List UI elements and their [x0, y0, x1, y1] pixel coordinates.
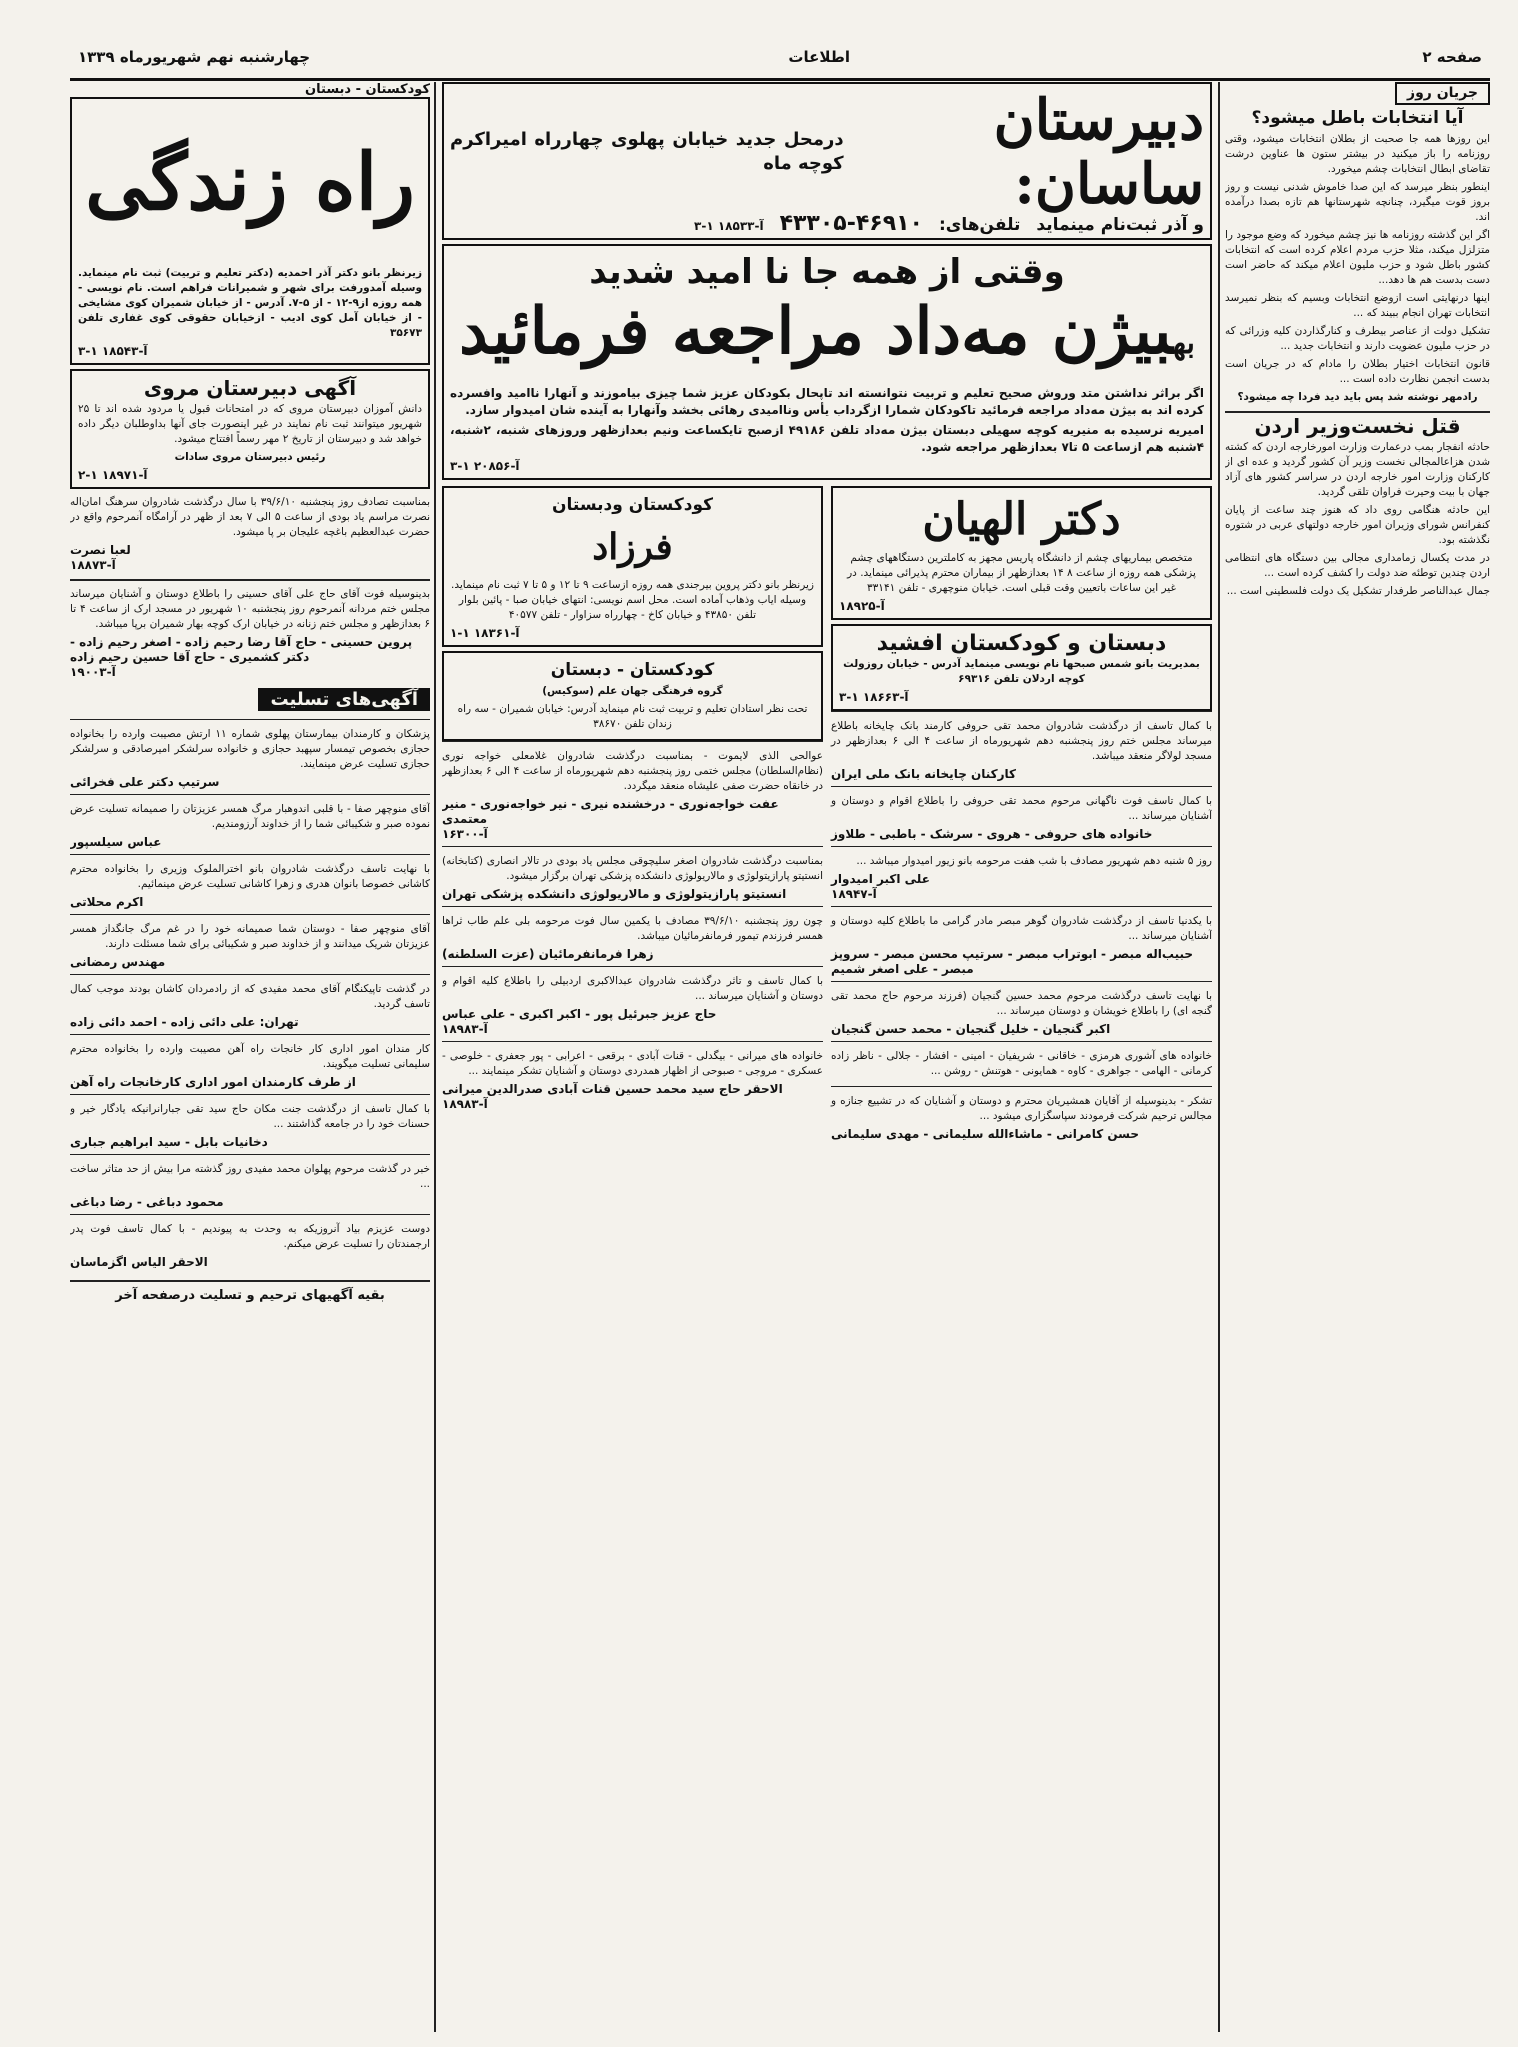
notice-signature: علی اکبر امیدوار	[831, 872, 930, 886]
ad-ref: آ-۱۸۹۲۵	[839, 599, 885, 613]
sasan-ad	[442, 82, 1212, 240]
afshid-body: بمدیریت بانو شمس صبحها نام نویسی مینماید آدرس - خیابان روزولت کوچه اردلان تلفن ۶۹۳۱۶	[843, 658, 1200, 685]
ad-ref: آ-۲۰۸۵۶ ۱-۳	[450, 459, 520, 473]
obituary-notice: چون روز پنجشنبه ۳۹/۶/۱۰ مصادف با یکمین سال فوت مرحومه بلی علم طاب ثراها همسر فرزندم تیمور فرمانفرمائیان میباشد. زهرا فرمانفرمائیان (عزت السلطنه)	[442, 906, 823, 966]
ad-ref: آ-۱۸۶۶۳ ۱-۳	[839, 690, 909, 704]
elhian-body: متخصص بیماریهای چشم از دانشگاه پاریس مجهز به کاملترین دستگاههای چشم پزشکی همه روزه از ساعت ۸ ۱۴ بعدازظهر از بیماران محترم پذیرائی مینماید. در غیر این ساعات باتعیین وقت قبلی است. خیابان منوچهری - تلفن ۳۳۱۴۱	[847, 552, 1196, 594]
news-paragraph: جمال عبدالناصر طرفدار تشکیل یک دولت فلسطینی است ...	[1226, 585, 1490, 597]
obituary-notice: خانواده های میرانی - بیگدلی - قنات آبادی - برقعی - اعرابی - پور جعفری - خلوصی - عسکری - مروجی - صبوحی از اظهار همدردی دوستان و آشنایان تشکر مینمایند ... الاحقر حاج سید محمد حسین قنات آبادی صدرالدین میرانی آ-۱۸۹۸۳	[442, 1041, 823, 1116]
headline-body: اگر براثر نداشتن متد وروش صحیح تعلیم و تربیت نتوانسته اند تاپحال بکودکان عزیز شما چیزی بیاموزند و آنهارا ناامید وافسرده کرده اند به بیژن مه‌داد مراجعه فرمائید تاکودکان شمارا ازگرداب یأس وناامیدی رهائی بخشد وآنهارا به آینده شان امیدوار سازد.	[450, 386, 1204, 417]
headline-1: وقتی از همه جا نا امید شدید	[589, 252, 1065, 292]
obituary-notice: با کمال تاسف از درگذشت شادروان محمد تقی حروفی کارمند بانک چایخانه باطلاع میرساند مجلس ختم روز پنجشنبه دهم شهریورماه از ساعت ۴ الی ۶ بعدازظهر در مسجد لولاگر منعقد میباشد. کارکنان چایخانه بانک ملی ایران	[831, 711, 1212, 786]
obituary-notice: با کمال تاسف فوت ناگهانی مرحوم محمد تقی حروفی را باطلاع اقوام و دوستان و آشنایان میرساند ... خانواده های حروفی - هروی - سرشک - باطبی - طلاوز	[831, 786, 1212, 846]
raah-ad	[70, 97, 430, 365]
afshid-ad	[831, 624, 1212, 711]
page-number: صفحه ۲	[1422, 48, 1482, 66]
ad-ref: آ-۱۸۹۷۱ ۱-۲	[78, 468, 148, 482]
marvi-signature: رئیس دبیرستان مروی سادات	[174, 451, 326, 463]
editorial-paragraph: تشکیل دولت از عناصر بیطرف و کنارگذاردن کلیه وزرائی که در حزب ملیون عضویت دارند و انتخابات جدید ...	[1225, 325, 1490, 352]
farzad-name: فرزاد	[592, 526, 673, 568]
farzad-body: زیرنظر بانو دکتر پروین بیرجندی همه روزه ازساعت ۹ تا ۱۲ و ۵ تا ۷ ثبت نام مینماید. وسیله ایاب وذهاب آماده است. محل اسم نویسی: انتهای خیابان صبا - پائین بلوار تلفن ۴۳۸۵۰ و خیابان کاخ - چهارراه سزاوار - تلفن ۴۰۵۷۷	[450, 579, 814, 621]
school-register: و آذر ثبت‌نام مینماید	[1036, 215, 1204, 235]
notice-1: بمناسبت تصادف روز پنجشنبه ۳۹/۶/۱۰ با سال درگذشت شادروان سرهنگ امان‌اله نصرت مراسم یاد بودی از ساعت ۵ الی ۷ بعد از ظهر در آرامگاه آنمرحوم واقع در حضرت عبدالعظیم باغچه علیجان بر پا میشود. لعبا نصرت آ-۱۸۸۷۳	[70, 496, 430, 572]
editorial-paragraph: قانون انتخابات اختیار بطلان را مادام که در جریان است بدست انجمن نظارت داده است ...	[1225, 358, 1490, 385]
notice-signature: حبیب‌اله مبصر - ابوتراب مبصر - سرتیپ محسن مبصر - سروپز مبصر - علی اصغر شمیم	[831, 947, 1194, 976]
editorial-signature: رادمهر نوشته شد پس باید دید فردا چه میشود؟	[1237, 391, 1478, 403]
condolence-notice: با کمال تاسف از درگذشت جنت مکان حاج سید تقی جبارانرانیکه یادگار خیر و حسنات خود را در جامعه گذاشتند ... دخانیات بابل - سید ابراهیم جباری	[70, 1094, 430, 1154]
marvi-title: آگهی دبیرستان مروی	[143, 376, 357, 400]
notice-2: بدینوسیله فوت آقای حاج علی آقای حسینی را باطلاع دوستان و آشنایان میرساند مجلس ختم مردانه آنمرحوم روز پنجشنبه ۱۰ شهریور در مسجد ارک از ساعت ۴ تا ۶ بعدازظهر و مجلس ختم زنانه در خیابان ارک کوچه بهار شمیران برپا میباشد. پروین حسینی - حاج آقا رضا رحیم زاده - اصغر رحیم زاده - دکتر کشمیری - حاج آقا حسین رحیم زاده آ-۱۹۰۰۳	[70, 588, 430, 679]
obituary-notice: با کمال تاسف و تاثر درگذشت شادروان عبدالاکبری اردبیلی را باطلاع کلیه اقوام و دوستان و آشنایان میرساند ... حاج عزیز جبرئیل پور - اکبر اکبری - علی عباس آ-۱۸۹۸۳	[442, 966, 823, 1041]
notice-signature: پروین حسینی - حاج آقا رضا رحیم زاده - اصغر رحیم زاده - دکتر کشمیری - حاج آقا حسین رحیم زاده	[70, 635, 413, 664]
elhian-title: دکتر الهیان	[922, 494, 1121, 545]
school-name: دبیرستان ساسان:	[993, 87, 1204, 217]
ad-ref: آ-۱۸۹۸۳	[442, 1097, 488, 1111]
mahdad-ad	[442, 244, 1212, 480]
obituary-notice: بمناسبت درگذشت شادروان اصغر سلیچوقی مجلس یاد بودی در تالار انصاری (کتابخانه) انستیتو پارازیتولوژی و مالاریولوژی دانشکده پزشکی تهران برگزار میشود. انستیتو پارازیتولوژی و مالاریولوژی دانشکده پزشکی تهران	[442, 846, 823, 906]
ad-ref: آ-۱۸۹۸۳	[442, 1022, 488, 1036]
editorial-paragraph: اینها درنهایتی است ازوضع انتخابات وبسیم که بنظر نمیرسد انتخابات تهران انجام ببیند که ...	[1225, 292, 1490, 319]
left-column	[70, 82, 430, 2032]
notice-signature: حاج عزیز جبرئیل پور - اکبر اکبری - علی عباس	[442, 1007, 717, 1021]
condolence-notice: خبر در گذشت مرحوم پهلوان محمد مفیدی روز گذشته مرا بیش از حد متاثر ساخت ... محمود دباغی - رضا دباغی	[70, 1154, 430, 1214]
ad-ref: آ-۱۶۳۰۰	[442, 827, 488, 841]
marvi-body: دانش آموزان دبیرستان مروی که در امتحانات قبول یا مردود شده اند تا ۲۵ شهریور میتوانند ثبت نام نمایند در غیر اینصورت جای آنها بداوطلبان دیگر داده خواهد شد و دبیرستان از تاریخ ۲ مهر رسماً افتتاح میشود.	[78, 403, 422, 445]
notice-signature: لعبا نصرت	[70, 543, 131, 557]
condolence-notice: پزشکان و کارمندان بیمارستان پهلوی شماره ۱۱ ارتش مصیبت وارده را بخانواده حجازی بخصوص تیمسار سپهبد حجازی و خانواده سرلشکر امیرصادقی و سرلشکر حجازی تسلیت عرض مینمایند. سرتیپ دکتر علی فخرائی	[70, 719, 430, 794]
farzad-title: کودکستان ودبستان	[551, 495, 713, 515]
elhian-ad	[831, 486, 1212, 620]
notice-signature: از طرف کارمندان امور اداری کارخانجات راه آهن	[70, 1075, 356, 1089]
school-phones: ۴۳۳۰۵-۴۶۹۱۰	[779, 211, 923, 236]
notice-signature: کارکنان چایخانه بانک ملی ایران	[831, 767, 1017, 781]
obituary-notice: با نهایت تاسف درگذشت مرحوم محمد حسین گنجیان (فرزند مرحوم حاج محمد تقی گنجه ای) را باطلاع خویشان و دوستان میرساند ... اکبر گنجیان - خلیل گنجیان - محمد حسن گنجیان	[831, 981, 1212, 1041]
obituaries-left	[442, 741, 823, 1116]
obituaries-right	[831, 711, 1212, 1146]
editorial-paragraph: این روزها همه جا صحبت از بطلان انتخابات میشود، وقتی روزنامه را باز میکنید در بیشتر ستون ها عناوین درشت تقاضای ابطال انتخابات چشم میخورد.	[1225, 133, 1490, 175]
soukis-title: کودکستان - دبستان	[550, 660, 715, 680]
condolence-notice: دوست عزیزم بیاد آنروزیکه به وحدت به پیوندیم - با کمال تاسف فوت پدر ارجمندتان را تسلیت عرض میکنم. الاحقر الیاس اگزماسان	[70, 1214, 430, 1274]
condolence-tag: آگهی‌های تسلیت	[258, 688, 430, 711]
continued-footer: بقیه آگهیهای ترحیم و تسلیت درصفحه آخر	[115, 1288, 385, 1303]
issue-date: چهارشنبه نهم شهریورماه ۱۳۳۹	[78, 48, 311, 66]
notice-signature: سرتیپ دکتر علی فخرائی	[70, 775, 220, 789]
center-area	[442, 82, 1212, 2032]
notice-signature: دخانیات بابل - سید ابراهیم جباری	[70, 1135, 268, 1149]
headline-2: بهبیژن مه‌داد مراجعه فرمائید	[459, 294, 1195, 369]
notice-signature: عفت خواجه‌نوری - درخشنده نیری - نیر خواجه‌نوری - منیر معتمدی	[442, 797, 779, 826]
notice-signature: اکبر گنجیان - خلیل گنجیان - محمد حسن گنجیان	[831, 1022, 1111, 1036]
news-paragraph: این حادثه هنگامی روی داد که هنوز چند ساعت از پایان کنفرانس شورای وزیران امور خارجه دولتهای عربی در شتوره نگذشته بود.	[1225, 504, 1490, 546]
school-address: درمحل جدید خیابان پهلوی چهارراه امیراکرم کوچه ماه	[450, 129, 844, 174]
soukis-ad	[442, 651, 823, 741]
notice-signature: مهندس رمضانی	[70, 955, 166, 969]
ad-ref: آ-۱۹۰۰۳	[70, 665, 116, 679]
editorial-title: آیا انتخابات باطل میشود؟	[1251, 108, 1464, 128]
ad-ref: آ-۱۸۸۷۳	[70, 558, 116, 572]
headline-body-2: امیریه نرسیده به منیریه کوچه سهیلی دبستان بیژن مه‌داد تلفن ۴۹۱۸۶ ازصبح تایکساعت ونیم بعدازظهر وروزهای شنبه، ۲شنبه، ۴شنبه هم ازساعت ۵ تا۷ بعدازظهر مراجعه شود.	[450, 423, 1204, 454]
obituary-notice: خانواده های آشوری هرمزی - خاقانی - شریفیان - امینی - افشار - جلالی - ناظر زاده کرمانی - الهامی - جواهری - کاوه - همایونی - هوتنش - روشن ...	[831, 1041, 1212, 1086]
notice-signature: تهران: علی دائی زاده - احمد دائی زاده	[70, 1015, 299, 1029]
ad-ref: آ-۱۸۳۶۱ ۱-۱	[450, 626, 520, 640]
ad-ref: آ-۱۸۵۴۳ ۱-۳	[78, 344, 148, 358]
condolence-notice: با نهایت تاسف درگذشت شادروان بانو اخترالملوک وزیری را بخانواده محترم کاشانی خصوصا بانوان هدری و زهرا کاشانی تسلیت عرض مینمائیم. اکرم محلاتی	[70, 854, 430, 914]
page-body	[70, 82, 1490, 2032]
center-left-subcolumn	[442, 486, 823, 1146]
page-header	[70, 44, 1490, 81]
marvi-ad	[70, 369, 430, 489]
notice-signature: اکرم محلاتی	[70, 895, 144, 909]
notice-signature: حسن کامرانی - ماشاءالله سلیمانی - مهدی سلیمانی	[831, 1127, 1140, 1141]
notice-signature: الاحقر حاج سید محمد حسین قنات آبادی صدرالدین میرانی	[442, 1082, 783, 1096]
condolence-notice: آقای منوچهر صفا - با قلبی اندوهبار مرگ همسر عزیزتان را صمیمانه تسلیت عرض نموده صبر و شکیبائی شما را از خداوند آرزومندیم. عباس سیلسپور	[70, 794, 430, 854]
notice-signature: الاحقر الیاس اگزماسان	[70, 1255, 208, 1269]
notice-signature: خانواده های حروفی - هروی - سرشک - باطبی - طلاوز	[831, 827, 1153, 841]
right-column	[1225, 82, 1490, 2032]
school-phones-label: تلفن‌های:	[939, 215, 1021, 235]
condolence-notice: آقای منوچهر صفا - دوستان شما صمیمانه خود را در غم مرگ جانگداز همسر عزیزتان شریک میدانند و از خداوند صبر و شکیبائی برای شما مسئلت دارند. مهندس رمضانی	[70, 914, 430, 974]
news-paragraph: حادثه انفجار بمب درعمارت وزارت امورخارجه اردن که کشته شدن هزاعالمجالی نخست وزیر آن کشور گردید و عده ای از کارکنان وزارت امور خارجه اردن در سراسر کشور های آزاد جهان با بیت وحیرت فراوان تلقی گردید.	[1225, 441, 1490, 498]
soukis-sub: گروه فرهنگی جهان علم (سوکیس)	[542, 685, 723, 697]
newspaper-name: اطلاعات	[788, 48, 850, 66]
notice-signature: محمود دباغی - رضا دباغی	[70, 1195, 224, 1209]
ad-ref: آ-۱۸۹۴۷	[831, 887, 877, 901]
editorial-paragraph: اگر این گذشته روزنامه ها نیز چشم میخورد که وضع موجود را متزلزل میکند، مثلا حزب مردم اعلام کرده است که انتخابات کشور باطل شود و حزب ملیون اعلام میکند که حاضر است دست بدست هم ها دهد...	[1225, 229, 1490, 286]
top-tag: کودکستان - دبستان	[305, 82, 430, 97]
farzad-ad	[442, 486, 823, 647]
center-right-subcolumn	[831, 486, 1212, 1146]
obituary-notice: عوالحی الذی لایموت - بمناسبت درگذشت شادروان غلامعلی خواجه نوری (نظام‌السلطان) مجلس ختمی روز پنجشنبه دهم شهریورماه از ساعت ۴ الی ۶ بعدازظهر در خانقاه حضرت صفی علیشاه منعقد میگردد. عفت خواجه‌نوری - درخشنده نیری - نیر خواجه‌نوری - منیر معتمدی آ-۱۶۳۰۰	[442, 741, 823, 846]
obituary-notice: تشکر - بدینوسیله از آقایان همشیریان محترم و دوستان و آشنایان که در تشییع جنازه و مجالس ترحیم شرکت فرمودند سپاسگزاری میشود ... حسن کامرانی - ماشاءالله سلیمانی - مهدی سلیمانی	[831, 1086, 1212, 1146]
condolence-list	[70, 719, 430, 1274]
obituary-notice: روز ۵ شنبه دهم شهریور مصادف با شب هفت مرحومه بانو زیور امیدوار میباشد ... علی اکبر امیدوار آ-۱۸۹۴۷	[831, 846, 1212, 906]
notice-signature: عباس سیلسپور	[70, 835, 162, 849]
notice-signature: انستیتو پارازیتولوژی و مالاریولوژی دانشکده پزشکی تهران	[442, 887, 787, 901]
editorial-paragraph: اینطور بنظر میرسد که این صدا خاموش شدنی نیست و روز بروز قوت میگیرد، چنانچه شهرستانها هم تازه بصدا درآمده اند.	[1225, 181, 1490, 223]
soukis-body: تحت نظر استادان تعلیم و تربیت ثبت نام مینماید آدرس: خیابان شمیران - سه راه زندان تلفن ۳۸۶۷۰	[457, 703, 808, 730]
condolence-notice: کار مندان امور اداری کار خانجات راه آهن مصیبت وارده را بخانواده محترم سلیمانی تسلیت میگویند. از طرف کارمندان امور اداری کارخانجات راه آهن	[70, 1034, 430, 1094]
raah-title: راه زندگی	[85, 137, 415, 228]
news-title: قتل نخست‌وزیر اردن	[1254, 414, 1461, 438]
raah-body: زیرنظر بانو دکتر آذر احمدیه (دکتر تعلیم و تربیت) ثبت نام مینماید. وسیله آمدورفت برای شهر و شمیرانات فراهم است. نام نویسی - همه روزه از۹-۱۲ - از ۵-۷. آدرس - از خیابان شمیران کوی مشایخی - از خیابان آمل کوی ادیب - ازخیابان حقوقی کوی غفاری تلفن ۳۵۶۷۳	[78, 267, 422, 339]
condolence-notice: در گذشت تاپیکنگام آقای محمد مفیدی که از رادمردان کاشان بودند موجب کمال تاسف گردید. تهران: علی دائی زاده - احمد دائی زاده	[70, 974, 430, 1034]
ad-ref: آ-۱۸۵۳۳ ۱-۳	[694, 219, 764, 233]
afshid-title: دبستان و کودکستان افشید	[876, 631, 1167, 656]
notice-signature: زهرا فرمانفرمائیان (عزت السلطنه)	[442, 947, 654, 961]
obituary-notice: با یکدنیا تاسف از درگذشت شادروان گوهر مبصر مادر گرامی ما باطلاع کلیه دوستان و آشنایان میرساند ... حبیب‌اله مبصر - ابوتراب مبصر - سرتیپ محسن مبصر - سروپز مبصر - علی اصغر شمیم	[831, 906, 1212, 981]
column-tag: جریان روز	[1395, 82, 1490, 105]
news-paragraph: در مدت یکسال زمامداری مجالی بین دستگاه های انتظامی اردن چندین توطئه ضد دولت را کشف کرده است ...	[1225, 552, 1490, 579]
